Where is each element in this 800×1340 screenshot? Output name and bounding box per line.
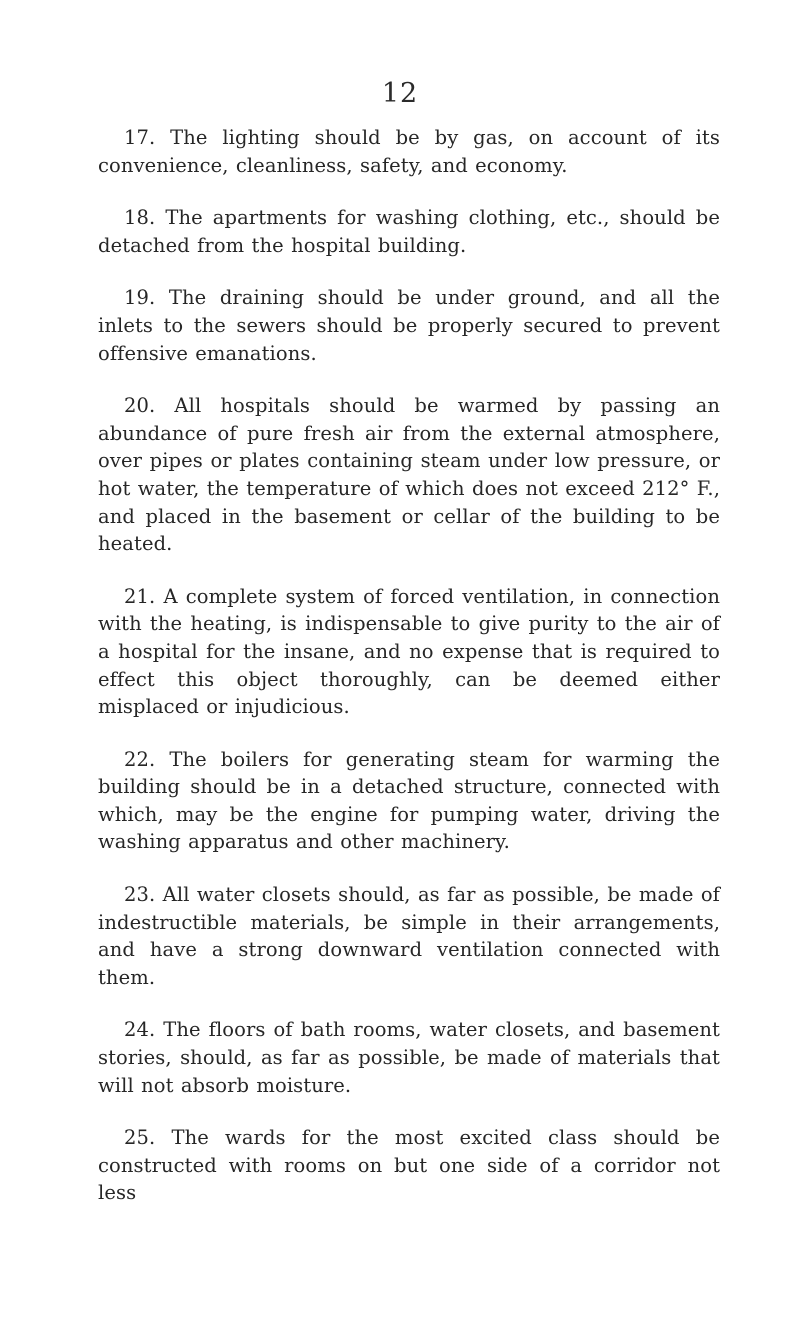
paragraph-22 (98, 746, 720, 856)
paragraph-number: 18. (124, 206, 156, 230)
paragraph-number: 22. (124, 747, 156, 771)
paragraph-text: The draining should be under ground, and all the inlets to the sewers should be properly secured to prevent offensive emanations. (98, 286, 720, 365)
paragraph-text: The wards for the most excited class should be constructed with rooms on but one side of a corridor not less (98, 1126, 720, 1205)
paragraph-number: 23. (124, 883, 156, 907)
paragraph-text: The apartments for washing clothing, etc., should be detached from the hospital building. (98, 206, 720, 257)
paragraph-text: The lighting should be by gas, on account of its convenience, cleanliness, safety, and economy. (98, 126, 720, 177)
paragraph-number: 19. (124, 286, 156, 310)
paragraph-18 (98, 204, 720, 259)
paragraph-number: 17. (124, 126, 156, 149)
paragraph-24 (98, 1016, 720, 1099)
page-number: 12 (381, 78, 419, 109)
paragraph-text: A complete system of forced ventilation, in connection with the heating, is indispensable to give purity to the air of a hospital for the insane, and no expense that is required to effect this object thoroughly, can be deemed either misplaced or injudicious. (98, 584, 720, 719)
page-body (98, 124, 720, 1232)
paragraph-21 (98, 583, 720, 721)
paragraph-19 (98, 284, 720, 367)
paragraph-text: All hospitals should be warmed by passing an abundance of pure fresh air from the external atmosphere, over pipes or plates containing steam under low pressure, or hot water, the temperature of which does not exceed 212° F., and placed in the basement or cellar of the building to be heated. (98, 394, 720, 556)
paragraph-25 (98, 1124, 720, 1207)
paragraph-text: The floors of bath rooms, water closets, and basement stories, should, as far as possible, be made of materials that will not absorb moisture. (98, 1018, 720, 1097)
paragraph-number: 21. (124, 584, 156, 608)
paragraph-text: All water closets should, as far as possible, be made of indestructible materials, be simple in their arrangements, and have a strong downward ventilation connected with them. (98, 883, 720, 989)
paragraph-number: 24. (124, 1018, 156, 1042)
paragraph-20 (98, 392, 720, 558)
paragraph-number: 25. (124, 1126, 156, 1150)
paragraph-23 (98, 881, 720, 991)
paragraph-text: The boilers for generating steam for warming the building should be in a detached structure, connected with which, may be the engine for pumping water, driving the washing apparatus and other machinery. (98, 747, 720, 854)
paragraph-number: 20. (124, 394, 156, 418)
paragraph-17 (98, 124, 720, 179)
